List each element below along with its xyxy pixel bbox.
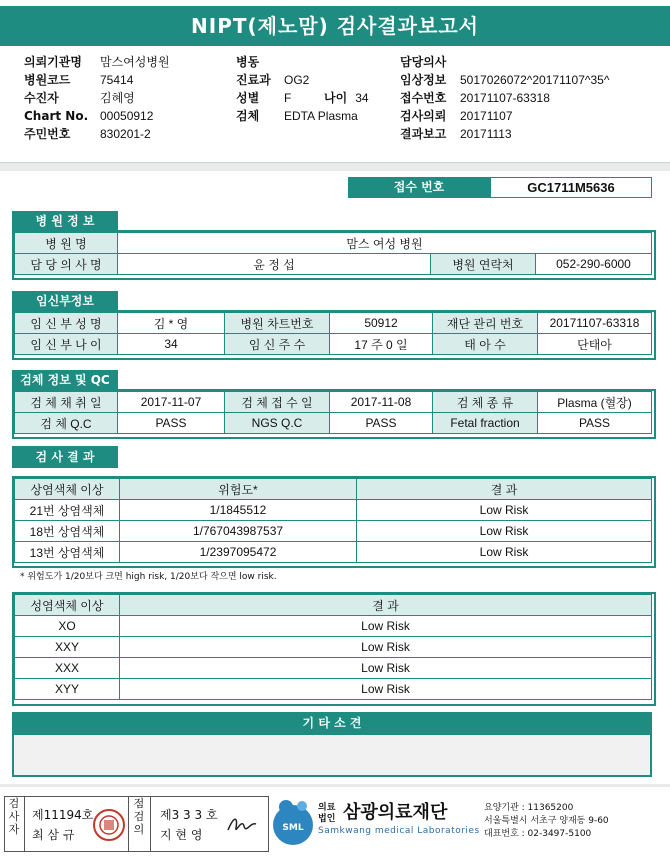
request-date-value: 20171107: [460, 109, 513, 123]
doctor-name-value: 윤 정 섭: [118, 254, 431, 275]
header-col2: [236, 55, 369, 127]
facility-code: 요양기관 : 11365200: [484, 803, 574, 813]
specimen-qc-label: 검 체 Q.C: [15, 413, 118, 434]
specimen-info-table: [14, 391, 652, 434]
org-english-name: Samkwang medical Laboratories: [318, 826, 480, 836]
chart-no-label: Chart No.: [24, 109, 89, 123]
logo-text: SML: [282, 823, 304, 833]
results-table: [14, 478, 652, 563]
results-header-risk: 위험도*: [120, 479, 357, 500]
receipt-label: 접수 번호: [348, 177, 490, 198]
examiner-number: 제11194호: [32, 808, 94, 822]
divider: [24, 796, 25, 851]
pregnant-age-label: 임 신 부 나 이: [15, 334, 118, 355]
specimen-type-label: 검 체 종 류: [433, 392, 538, 413]
hospital-code-label: 병원코드: [24, 73, 71, 87]
chart-number-label: 병원 차트번호: [225, 313, 330, 334]
table-row: [15, 679, 652, 700]
sex-label: 성별: [236, 91, 260, 105]
fetus-count-label: 태 아 수: [433, 334, 538, 355]
chromosome-cell: 18번 상염색체: [15, 521, 120, 542]
org-prefix-top: 의료: [318, 803, 336, 813]
chart-number-value: 50912: [330, 313, 433, 334]
examiner-label: 검사자: [8, 797, 20, 836]
request-date-label: 검사의뢰: [400, 109, 447, 123]
divider: [128, 796, 129, 851]
org-prefix: [318, 803, 335, 825]
table-row: [15, 658, 652, 679]
result-cell: Low Risk: [120, 616, 652, 637]
department-value: OG2: [284, 73, 310, 87]
receive-date-value: 2017-11-08: [330, 392, 433, 413]
results-tab: 검 사 결 과: [12, 446, 118, 468]
hospital-contact-label: 병원 연락처: [431, 254, 536, 275]
receipt-no-label: 접수번호: [400, 91, 447, 105]
report-date-label: 결과보고: [400, 127, 447, 141]
org-name: 삼광의료재단: [343, 802, 448, 823]
results-header-chrom: 상염색체 이상: [15, 479, 120, 500]
specimen-value: EDTA Plasma: [284, 109, 358, 123]
ngs-qc-value: PASS: [330, 413, 433, 434]
hospital-name-label: 병 원 명: [15, 233, 118, 254]
risk-cell: 1/767043987537: [120, 521, 357, 542]
table-row: [15, 616, 652, 637]
sex-value: F: [284, 91, 292, 105]
collect-date-label: 검 체 채 취 일: [15, 392, 118, 413]
sex-chrom-cell: XYY: [15, 679, 120, 700]
specimen-type-value: Plasma (혈장): [538, 392, 652, 413]
age-label: 나이: [324, 91, 348, 105]
header-divider: [0, 162, 670, 171]
chart-no-value: 00050912: [100, 109, 154, 123]
hospital-name-label: 의뢰기관명: [24, 55, 82, 69]
org-address: 서울특별시 서초구 양재동 9-60: [484, 816, 609, 826]
risk-cell: 1/2397095472: [120, 542, 357, 563]
age-value: 34: [355, 91, 369, 105]
report-title: NIPT(제노맘) 검사결과보고서: [0, 6, 670, 46]
header-col1: [24, 55, 170, 145]
sex-chrom-cell: XO: [15, 616, 120, 637]
pregnant-info-tab: 임신부정보: [12, 291, 118, 311]
receive-date-label: 검 체 접 수 일: [225, 392, 330, 413]
clinical-info-label: 임상정보: [400, 73, 447, 87]
department-label: 진료과: [236, 73, 271, 87]
header-col3: [400, 55, 609, 145]
result-cell: Low Risk: [357, 500, 652, 521]
org-phone: 대표번호 : 02-3497-5100: [484, 829, 592, 839]
sex-chrom-cell: XXY: [15, 637, 120, 658]
risk-cell: 1/1845512: [120, 500, 357, 521]
pregnant-name-label: 임 신 부 성 명: [15, 313, 118, 334]
seal-stamp-icon: [92, 808, 126, 842]
gestation-weeks-label: 임 신 주 수: [225, 334, 330, 355]
chromosome-cell: 21번 상염색체: [15, 500, 120, 521]
result-cell: Low Risk: [357, 542, 652, 563]
org-prefix-bottom: 법인: [318, 814, 336, 824]
sex-chrom-table: [14, 594, 652, 700]
org-contact: [484, 802, 609, 841]
doctor-label: 담당의사: [400, 55, 447, 69]
ward-label: 병동: [236, 55, 260, 69]
sex-chrom-cell: XXX: [15, 658, 120, 679]
patient-label: 수진자: [24, 91, 59, 105]
other-findings-content: [12, 735, 652, 777]
hospital-name-value: 맘스 여성 병원: [118, 233, 652, 254]
fetal-fraction-label: Fetal fraction: [433, 413, 538, 434]
patient-value: 김혜영: [100, 91, 135, 105]
result-cell: Low Risk: [120, 637, 652, 658]
resident-no-label: 주민번호: [24, 127, 71, 141]
risk-footnote: * 위험도가 1/20보다 크면 high risk, 1/20보다 작으면 low risk.: [20, 572, 277, 582]
receipt-value: GC1711M5636: [490, 177, 652, 198]
report-date-value: 20171113: [460, 127, 512, 141]
hospital-code-value: 75414: [100, 73, 134, 87]
table-row: [15, 542, 652, 563]
hospital-info-table: [14, 232, 652, 275]
hospital-name-value: 맘스여성병원: [100, 55, 170, 69]
sex-chrom-result-header: 결 과: [120, 595, 652, 616]
mgmt-number-label: 재단 관리 번호: [433, 313, 538, 334]
divider: [150, 796, 151, 851]
fetal-fraction-value: PASS: [538, 413, 652, 434]
hospital-info-tab: 병 원 정 보: [12, 211, 118, 231]
table-row: [15, 637, 652, 658]
mgmt-number-value: 20171107-63318: [538, 313, 652, 334]
specimen-info-tab: 검체 정보 및 QC: [12, 370, 118, 390]
doctor-name-label: 담 당 의 사 명: [15, 254, 118, 275]
reviewer-number: 제3 3 3 호: [160, 808, 218, 822]
ngs-qc-label: NGS Q.C: [225, 413, 330, 434]
pregnant-age-value: 34: [118, 334, 225, 355]
table-row: [15, 521, 652, 542]
other-findings-header: 기 타 소 견: [12, 712, 652, 735]
result-cell: Low Risk: [120, 658, 652, 679]
footer-divider: [0, 784, 670, 787]
resident-no-value: 830201-2: [100, 127, 151, 141]
receipt-no-value: 20171107-63318: [460, 91, 550, 105]
result-cell: Low Risk: [120, 679, 652, 700]
sex-chrom-header: 성염색체 이상: [15, 595, 120, 616]
reviewer-label: 점검의: [133, 797, 145, 836]
chromosome-cell: 13번 상염색체: [15, 542, 120, 563]
signature-icon: [224, 812, 260, 838]
hospital-contact-value: 052-290-6000: [536, 254, 652, 275]
fetus-count-value: 단태아: [538, 334, 652, 355]
examiner-name: 최 삼 규: [32, 828, 75, 842]
reviewer-name: 지 현 영: [160, 828, 203, 842]
clinical-info-value: 5017026072^20171107^35^: [460, 73, 610, 87]
specimen-label: 검체: [236, 109, 260, 123]
specimen-qc-value: PASS: [118, 413, 225, 434]
gestation-weeks-value: 17 주 0 일: [330, 334, 433, 355]
results-header-result: 결 과: [357, 479, 652, 500]
table-row: [15, 500, 652, 521]
result-cell: Low Risk: [357, 521, 652, 542]
collect-date-value: 2017-11-07: [118, 392, 225, 413]
pregnant-name-value: 김 * 영: [118, 313, 225, 334]
pregnant-info-table: [14, 312, 652, 355]
